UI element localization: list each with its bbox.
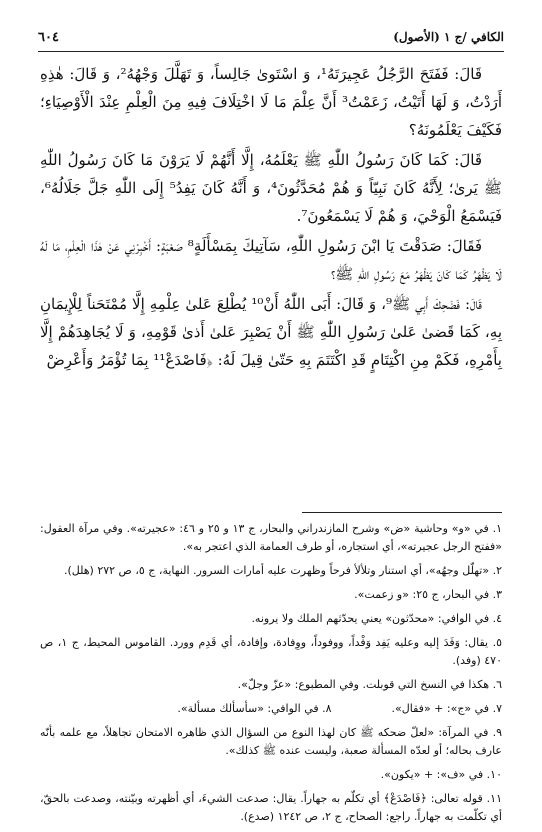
footnote: ٢. «تهلّل وجهُه»، أي استنار وتلألأ فرحاً وظهرت عليه أمارات السرور. النهاية، ج ٥، ص ٢٧٢ (هلل). — [63, 564, 502, 577]
footnotes — [40, 520, 502, 832]
footnote: ١. في «و» وحاشية «ض» وشرح المازندراني والبحار، ج ١٣ و ٢٥ و ٤٦: «عجيرته». وفي مرآة العقول: «ففتح الرجل عجيرته»، أي استجاره، أو طرف العمامة الذي اعتجر به». — [40, 522, 503, 553]
footnote-row — [40, 700, 502, 718]
footnote: ٧. في «ج»: + «فقال». — [391, 702, 502, 715]
footnote-separator — [302, 512, 502, 513]
footnote: ٦. هكذا في النسخ التي قوبلت. وفي المطبوع: «عزّ وجلّ». — [237, 678, 502, 691]
footnote: ٨. في الوافي: «سأسألك مسألة». — [177, 702, 332, 715]
body-paragraph: قَالَ: فَفَتَحَ الرَّجُلُ عَجِيرَتَهُ¹، وَ اسْتَوىٰ جَالِساً، وَ تَهَلَّلَ وَجْهُهُ²، وَ قَالَ: هٰذِهِ أَرَدْتُ، وَ لَهَا أَتَيْتُ، زَعَمْتُ³ أَنَّ عِلْمَ مَا لَا اخْتِلَافَ فِيهِ مِنَ الْعِلْمِ عِنْدَ الْأَوْصِيَاءِ؛ فَكَيْفَ يَعْلَمُونَهُ؟ — [40, 65, 502, 139]
body-paragraph: فَقَالَ: صَدَقْتَ يَا ابْنَ رَسُولِ اللّٰهِ، سَآتِيكَ بِمَسْأَلَةٍ⁸ صَعْبَةٍ: أَخْبِرْنِي عَنْ هٰذَا الْعِلْمِ، مَا لَهُ لَا يَظْهَرُ كَمَا كَانَ يَظْهَرُ مَعَ رَسُولِ اللّٰهِ ﷺ؟ — [40, 237, 502, 283]
footnote: ١٠. في «ف»: + «يكون». — [380, 768, 502, 781]
body-paragraph: قَالَ: كَمَا كَانَ رَسُولُ اللّٰهِ ﷺ يَعْلَمُهُ، إِلَّا أَنَّهُمْ لَا يَرَوْنَ مَا كَانَ رَسُولُ اللّٰهِ ﷺ يَرىٰ؛ لِأَنَّهُ كَانَ نَبِيّاً وَ هُمْ مُحَدَّثُونَ⁴، وَ أَنَّهُ كَانَ يَفِدُ⁵ إِلَى اللّٰهِ جَلَّ جَلَالُهُ⁶، فَيَسْمَعُ الْوَحْيَ، وَ هُمْ لَا يَسْمَعُونَ⁷. — [40, 151, 503, 225]
header-rule — [38, 51, 504, 52]
body-paragraph: قَالَ: فَضَحِكَ أَبِي ﷺ⁹، وَ قَالَ: أَبَى اللّٰهُ أَنْ¹⁰ يُطْلِعَ عَلىٰ عِلْمِهِ إِلَّا مُمْتَحَناً لِلْإِيمَانِ بِهِ، كَمَا قَضىٰ عَلىٰ رَسُولِ اللّٰهِ ﷺ أَنْ يَصْبِرَ عَلىٰ أَذىٰ قَوْمِهِ، وَ لَا يُجَاهِدَهُمْ إِلَّا بِأَمْرِهِ، فَكَمْ مِنِ اكْتِتَامٍ قَدِ اكْتَتَمَ بِهِ حَتّىٰ قِيلَ لَهُ: ﴿فَاصْدَعْ¹¹ بِمَا تُؤْمَرُ وَأَعْرِضْ — [40, 295, 502, 369]
footnote: ١١. قوله تعالى: ﴿فَاصْدَعْ﴾ أي تكلّم به جهاراً. يقال: صدعت الشيءَ، أي أظهرته وبيّنته، وصدعت بالحقّ، أي تكلّمت به جهاراً. راجع: الصحاح، ج ٢، ص ١٢٤٢ (صدع). — [40, 792, 502, 823]
main-text — [40, 60, 502, 376]
page-header — [38, 30, 504, 50]
footnote: ٥. يقال: وَفَدَ إليه وعليه يَفِد وَفْداً، ووفوداً، ووِفادة، وإفادة، أي قَدِم وورد. القاموس المحيط، ج ١، ص ٤٧٠ (وفد). — [40, 636, 502, 667]
running-title: الكافي /ج ١ (الأصول) — [393, 30, 504, 44]
footnote: ٣. في البحار، ج ٢٥: «و زعمت». — [354, 588, 502, 601]
footnote: ٤. في الوافي: «محدّثون» يعني يحدّثهم الملك ولا يرونه. — [251, 612, 502, 625]
page-number: ٦٠٤ — [38, 30, 59, 45]
footnote: ٩. في المرآة: «لعلّ ضحكه ﷺ كان لهذا النوع من السؤال الذي ظاهره الامتحان تجاهلاً، مع علمه بأنّه عارف بحاله؛ أو لعدّه المسألة صعبة، وليست عنده ﷺ كذلك». — [40, 726, 502, 757]
